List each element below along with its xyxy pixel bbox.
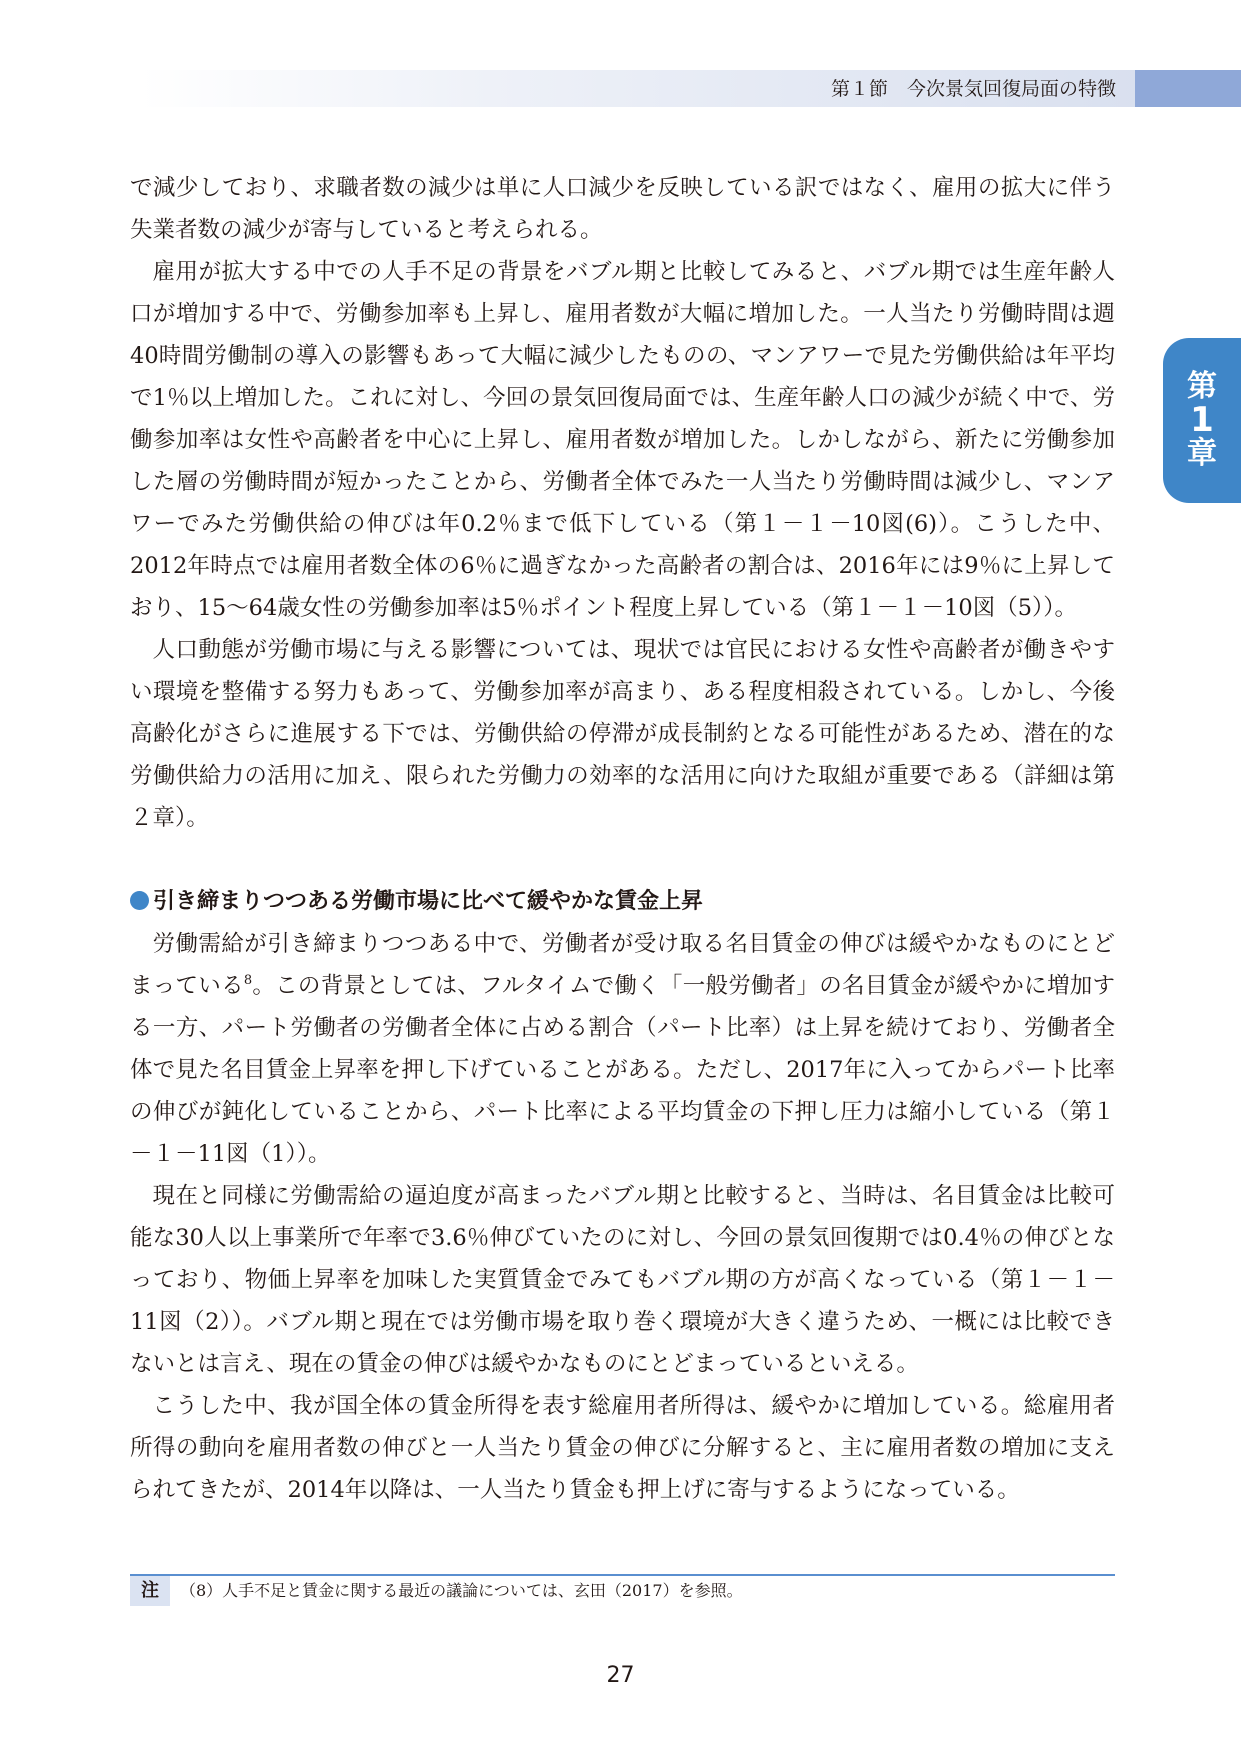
chapter-tab-line3: 章 [1187,436,1217,472]
paragraph-4 [130,923,1115,1175]
footnote-text: （8）人手不足と賃金に関する最近の議論については、玄田（2017）を参照。 [180,1581,743,1600]
chapter-tab-number: 1 [1190,399,1214,440]
section-heading-text: 引き締まりつつある労働市場に比べて緩やかな賃金上昇 [153,889,704,914]
footnote-divider [130,1574,1115,1576]
paragraph-4-part-2: 。この背景としては、フルタイムで働く「一般労働者」の名目賃金が緩やかに増加する一方、パート労働者の労働者全体に占める割合（パート比率）は上昇を続けており、労働者全体で見た名目賃金上昇率を押し下げていることがある。ただし、2017年に入ってからパート比率の伸びが鈍化していることから、パート比率による平均賃金の下押し圧力は縮小している（第１－１－11図（1））。 [130,973,1115,1167]
chapter-tab [1163,338,1241,503]
footnote-label: 注 [130,1576,170,1606]
paragraph-5: 現在と同様に労働需給の逼迫度が高まったバブル期と比較すると、当時は、名目賃金は比較可能な30人以上事業所で年率で3.6％伸びていたのに対し、今回の景気回復期では0.4％の伸びとなっており、物価上昇率を加味した実質賃金でみてもバブル期の方が高くなっている（第１－１－11図（2））。バブル期と現在では労働市場を取り巻く環境が大きく違うため、一概には比較できないとは言え、現在の賃金の伸びは緩やかなものにとどまっているといえる。 [130,1183,1115,1377]
paragraph-6: こうした中、我が国全体の賃金所得を表す総雇用者所得は、緩やかに増加している。総雇用者所得の動向を雇用者数の伸びと一人当たり賃金の伸びに分解すると、主に雇用者数の増加に支えられてきたが、2014年以降は、一人当たり賃金も押上げに寄与するようになっている。 [130,1393,1115,1503]
page-number: 27 [606,1663,635,1688]
section-heading [130,881,1115,923]
body-text [130,167,1115,1511]
paragraph-3: 人口動態が労働市場に与える影響については、現状では官民における女性や高齢者が働きやすい環境を整備する努力もあって、労働参加率が高まり、ある程度相殺されている。しかし、今後高齢化がさらに進展する下では、労働供給の停滞が成長制約となる可能性があるため、潜在的な労働供給力の活用に加え、限られた労働力の効率的な活用に向けた取組が重要である（詳細は第２章）。 [130,637,1115,831]
paragraph-1: で減少しており、求職者数の減少は単に人口減少を反映している訳ではなく、雇用の拡大に伴う失業者数の減少が寄与していると考えられる。 [130,175,1115,243]
footnote-reference: 8 [243,973,253,988]
paragraph-2: 雇用が拡大する中での人手不足の背景をバブル期と比較してみると、バブル期では生産年齢人口が増加する中で、労働参加率も上昇し、雇用者数が大幅に増加した。一人当たり労働時間は週40時間労働制の導入の影響もあって大幅に減少したものの、マンアワーで見た労働供給は年平均で1％以上増加した。これに対し、今回の景気回復局面では、生産年齢人口の減少が続く中で、労働参加率は女性や高齢者を中心に上昇し、雇用者数が増加した。しかしながら、新たに労働参加した層の労働時間が短かったことから、労働者全体でみた一人当たり労働時間は減少し、マンアワーでみた労働供給の伸びは年0.2％まで低下している（第１－１－10図(6)）。こうした中、2012年時点では雇用者数全体の6％に過ぎなかった高齢者の割合は、2016年には9％に上昇しており、15～64歳女性の労働参加率は5％ポイント程度上昇している（第１－１－10図（5））。 [130,259,1115,621]
header-color-tab [1135,70,1241,107]
section-header-title: 第１節 今次景気回復局面の特徴 [830,78,1116,100]
paragraph-4-part-1: 労働需給が引き締まりつつある中で、労働者が受け取る名目賃金の伸びは緩やかなものにとどまっている [130,931,1115,999]
bullet-dot-icon [130,891,149,910]
chapter-tab-line1: 第 [1187,369,1217,405]
